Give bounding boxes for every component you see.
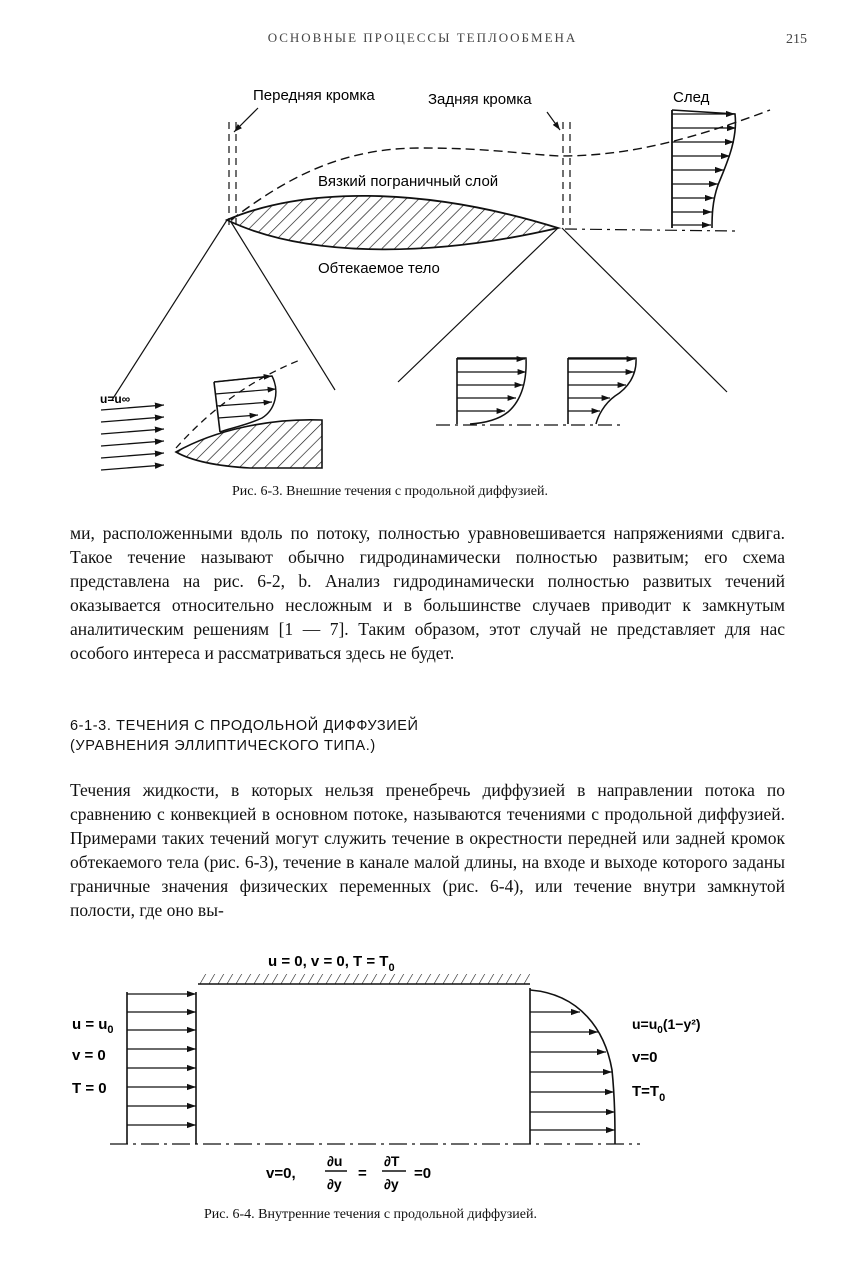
outlet-t-label: $T=T_0$: [632, 1083, 666, 1104]
trailing-edge-pointer: [547, 112, 560, 130]
svg-text:=: =: [358, 1165, 367, 1182]
paragraph-continuation: ми, расположенными вдоль по потоку, полностью уравновешивается напряжениями сдвига. Такое течение называют обычно гидродинамически полностью развитым; его схема представлена на рис. 6-2, b. Анализ гидродинамически полностью развитых течений оказывается относительно несложным и в большинстве случаев приводит к замкнутым аналитическим решениям [1 — 7]. Таким образом, этот случай не представляет для нас особого интереса и рассматриваться здесь не будет.: [70, 523, 785, 663]
inlet-t-label: T = 0: [72, 1080, 107, 1097]
inlet-v-label: v = 0: [72, 1047, 106, 1064]
svg-text:∂y: ∂y: [384, 1176, 399, 1192]
svg-text:=0: =0: [414, 1165, 432, 1182]
leading-edge-detail: [100, 360, 322, 470]
figure-6-4-caption: Рис. 6-4. Внутренние течения с продольной диффузией.: [204, 1207, 537, 1222]
section-heading-line-1: 6-1-3. ТЕЧЕНИЯ С ПРОДОЛЬНОЙ ДИФФУЗИЕЙ: [70, 718, 419, 734]
outlet-u-label: $u=u_0(1-y^2)$: [632, 1016, 701, 1036]
outlet-v-label: v=0: [632, 1049, 658, 1066]
svg-text:∂T: ∂T: [384, 1153, 400, 1169]
zoom-line-left-2: [231, 222, 335, 390]
paragraph-longitudinal-diffusion: Течения жидкости, в которых нельзя пренебречь диффузией в направлении потока по сравнению с конвекцией в основном потоке, называются течениями с продольной диффузией. Примерами таких течений могут служить течение в окрестности передней или задней кромок обтекаемого тела (рис. 6-3), течение в канале малой длины, на входе и выходе которого заданы граничные значения физических переменных (рис. 6-4), или течение внутри замкнутой полости, где оно вы-: [70, 780, 785, 920]
streamlined-body: [227, 196, 558, 250]
leading-edge-label: Передняя кромка: [253, 87, 375, 104]
bottom-bc-label: [266, 1153, 431, 1192]
svg-text:v=0,: v=0,: [266, 1165, 296, 1182]
body-label: Обтекаемое тело: [318, 260, 440, 277]
svg-text:∂y: ∂y: [327, 1176, 342, 1192]
svg-text:∂u: ∂u: [327, 1153, 343, 1169]
top-wall-hatch: [200, 974, 530, 984]
figure-6-4: [0, 940, 845, 1200]
figure-6-3: [0, 70, 845, 550]
wake-profile: [672, 110, 736, 228]
zoom-line-right-2: [562, 228, 727, 392]
wake-centerline: [565, 229, 735, 231]
wake-label: След: [673, 89, 710, 106]
page-number: 215: [786, 32, 807, 47]
leading-edge-pointer: [234, 108, 258, 132]
zoom-line-left-1: [112, 220, 227, 400]
running-head: ОСНОВНЫЕ ПРОЦЕССЫ ТЕПЛООБМЕНА: [267, 30, 578, 45]
top-bc-label: u = 0, v = 0, $T = T_0$: [268, 953, 395, 974]
figure-6-3-caption: Рис. 6-3. Внешние течения с продольной диффузией.: [232, 484, 548, 499]
freestream-label: u=u∞: [100, 392, 131, 406]
section-heading: [70, 716, 419, 756]
trailing-edge-label: Задняя кромка: [428, 91, 532, 108]
trailing-edge-detail: [436, 358, 636, 425]
boundary-layer-label: Вязкий пограничный слой: [318, 173, 499, 190]
section-heading-line-2: (УРАВНЕНИЯ ЭЛЛИПТИЧЕСКОГО ТИПА.): [70, 738, 376, 754]
inlet-profile: [127, 992, 196, 1144]
outlet-profile: [530, 988, 615, 1144]
inlet-u-label: $u = u_0$: [72, 1016, 114, 1036]
